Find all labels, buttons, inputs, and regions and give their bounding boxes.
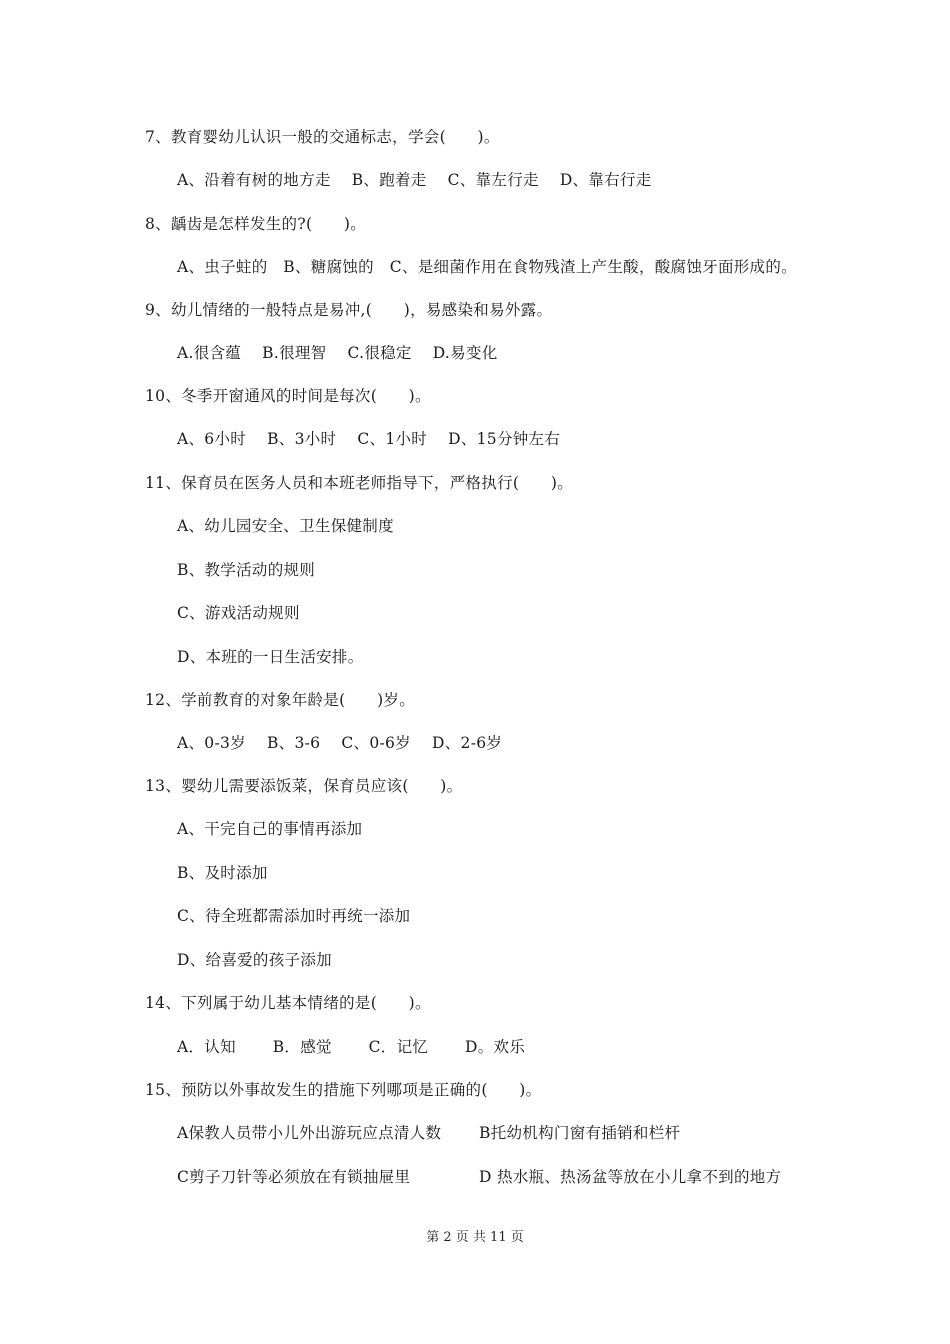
- question-12-options: A、0-3岁 B、3-6 C、0-6岁 D、2-6岁: [177, 734, 503, 752]
- question-9-options: A.很含蕴 B.很理智 C.很稳定 D.易变化: [177, 344, 498, 362]
- question-11-option-c: C、游戏活动规则: [177, 604, 300, 622]
- question-14-options: A．认知 B．感觉 C．记忆 D。欢乐: [177, 1038, 526, 1056]
- question-10-options: A、6小时 B、3小时 C、1小时 D、15分钟左右: [177, 430, 561, 448]
- question-11-stem: 11、保育员在医务人员和本班老师指导下，严格执行( )。: [145, 474, 574, 492]
- question-11-option-a: A、幼儿园安全、卫生保健制度: [177, 517, 394, 535]
- question-11-option-b: B、教学活动的规则: [177, 561, 316, 579]
- question-9-stem: 9、幼儿情绪的一般特点是易冲,( )，易感染和易外露。: [145, 301, 553, 319]
- question-7-stem: 7、教育婴幼儿认识一般的交通标志，学会( )。: [145, 128, 500, 146]
- question-15-option-a: A保教人员带小儿外出游玩应点清人数: [177, 1124, 442, 1142]
- question-7-options: A、沿着有树的地方走 B、跑着走 C、靠左行走 D、靠右行走: [177, 171, 652, 189]
- question-15-option-b: B托幼机构门窗有插销和栏杆: [479, 1124, 681, 1142]
- question-15-stem: 15、预防以外事故发生的措施下列哪项是正确的( )。: [145, 1081, 542, 1099]
- question-15-option-d: D 热水瓶、热汤盆等放在小儿拿不到的地方: [479, 1168, 782, 1186]
- question-13-option-b: B、及时添加: [177, 864, 268, 882]
- page-footer: 第 2 页 共 11 页: [426, 1230, 524, 1245]
- question-13-option-d: D、给喜爱的孩子添加: [177, 951, 332, 969]
- question-12-stem: 12、学前教育的对象年龄是( )岁。: [145, 691, 416, 709]
- question-8-stem: 8、龋齿是怎样发生的?( )。: [145, 215, 367, 233]
- question-13-stem: 13、婴幼儿需要添饭菜，保育员应该( )。: [145, 777, 463, 795]
- question-13-option-c: C、待全班都需添加时再统一添加: [177, 907, 411, 925]
- question-13-option-a: A、干完自己的事情再添加: [177, 820, 363, 838]
- question-11-option-d: D、本班的一日生活安排。: [177, 648, 364, 666]
- question-8-options: A、虫子蛀的 B、糖腐蚀的 C、是细菌作用在食物残渣上产生酸，酸腐蚀牙面形成的。: [177, 258, 797, 276]
- question-14-stem: 14、下列属于幼儿基本情绪的是( )。: [145, 994, 431, 1012]
- question-10-stem: 10、冬季开窗通风的时间是每次( )。: [145, 387, 431, 405]
- question-15-option-c: C剪子刀针等必须放在有锁抽屉里: [177, 1168, 411, 1186]
